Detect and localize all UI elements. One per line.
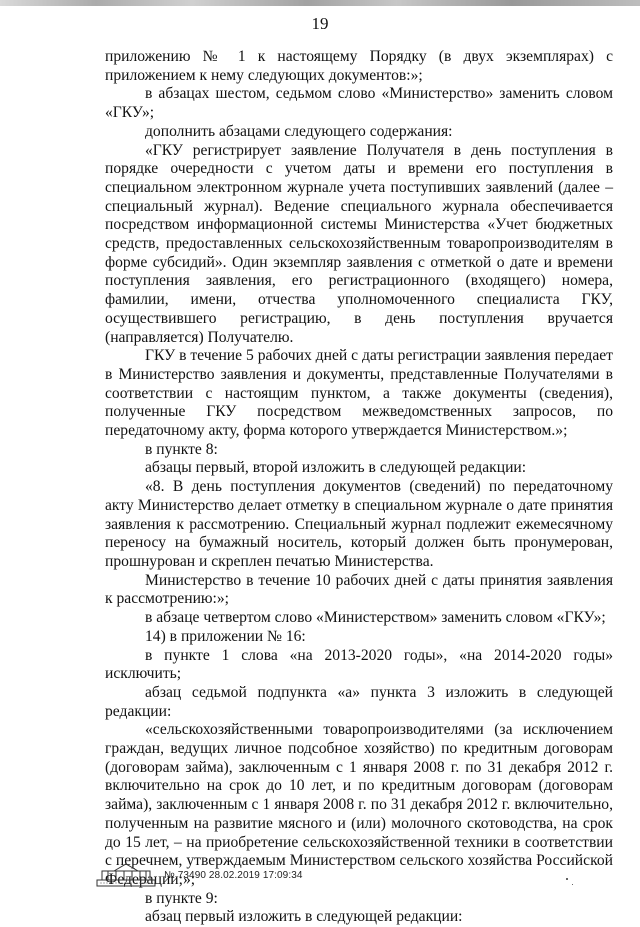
scan-top-edge bbox=[0, 0, 640, 6]
paragraph-4: «ГКУ регистрирует заявление Получателя в день поступления в порядке очередности с учетом даты и времени его поступления в специальном электронном журнале учета поступивших заявлений (далее – специальный журнал). Ведение специального журнала обеспечивается посредством информационной системы Министерства «Учет бюджетных средств, предоставленных сельскохозяйственным товаропроизводителям в форме субсидий». Один экземпляр заявления с отметкой о дате и времени поступления заявления, его регистрационного (входящего) номера, фамилии, имени, отчества уполномоченного специалиста ГКУ, осуществившего регистрацию, в день поступления вручается (направляется) Получателю. bbox=[105, 141, 613, 346]
paragraph-9: Министерство в течение 10 рабочих дней с даты принятия заявления к рассмотрению:»; bbox=[105, 571, 613, 608]
paragraph-12: в пункте 1 слова «на 2013-2020 годы», «на 2014-2020 годы» исключить; bbox=[105, 646, 613, 683]
registration-number: № 73490 28.02.2019 17:09:34 bbox=[164, 869, 303, 881]
paragraph-13: абзац седьмой подпункта «а» пункта 3 изложить в следующей редакции: bbox=[105, 683, 613, 720]
paragraph-7: абзацы первый, второй изложить в следующей редакции: bbox=[145, 459, 527, 477]
scan-speck bbox=[572, 884, 573, 885]
government-seal-icon bbox=[96, 862, 156, 888]
paragraph-16: абзац первый изложить в следующей редакции: bbox=[145, 908, 463, 926]
paragraph-3: дополнить абзацами следующего содержания: bbox=[145, 122, 453, 140]
document-body bbox=[105, 48, 613, 927]
paragraph-6: в пункте 8: bbox=[145, 440, 218, 458]
paragraph-5: ГКУ в течение 5 рабочих дней с даты регистрации заявления передает в Министерство заявления и документы, представленные Получателями в соответствии с настоящим пунктом, а также документы (сведения), полученные ГКУ посредством межведомственных запросов, по передаточному акту, форма которого утверждается Министерством.»; bbox=[105, 347, 613, 440]
paragraph-10: в абзаце четвертом слово «Министерством» заменить словом «ГКУ»; bbox=[145, 609, 606, 627]
paragraph-15: в пункте 9: bbox=[145, 889, 218, 907]
registration-footer bbox=[96, 862, 303, 888]
paragraph-14: «сельскохозяйственными товаропроизводителями (за исключением граждан, ведущих личное подсобное хозяйство) по кредитным договорам (договорам займа), заключенным с 1 января 2008 г. по 31 декабря 2012 г. включительно на срок до 10 лет, и по кредитным договорам (договорам займа), заключенным с 1 января 2008 г. по 31 декабря 2012 г. включительно, полученным на развитие мясного и (или) молочного скотоводства, на срок до 15 лет, – на приобретение сельскохозяйственной техники в соответствии с перечнем, утверждаемым Министерством сельского хозяйства Российской Федерации;»; bbox=[105, 721, 613, 888]
paragraph-2: в абзацах шестом, седьмом слово «Министерство» заменить словом «ГКУ»; bbox=[105, 85, 613, 122]
paragraph-11: 14) в приложении № 16: bbox=[145, 627, 306, 645]
paragraph-1: приложению № 1 к настоящему Порядку (в двух экземплярах) с приложением к нему следующих документов:»; bbox=[105, 48, 613, 84]
page-number: 19 bbox=[311, 14, 329, 33]
scan-speck bbox=[566, 878, 568, 880]
paragraph-8: «8. В день поступления документов (сведений) по передаточному акту Министерство делает отметку в специальном журнале о дате принятия заявления к рассмотрению. Специальный журнал подлежит ежемесячному переносу на бумажный носитель, который должен быть пронумерован, прошнурован и скреплен печатью Министерства. bbox=[105, 478, 613, 570]
